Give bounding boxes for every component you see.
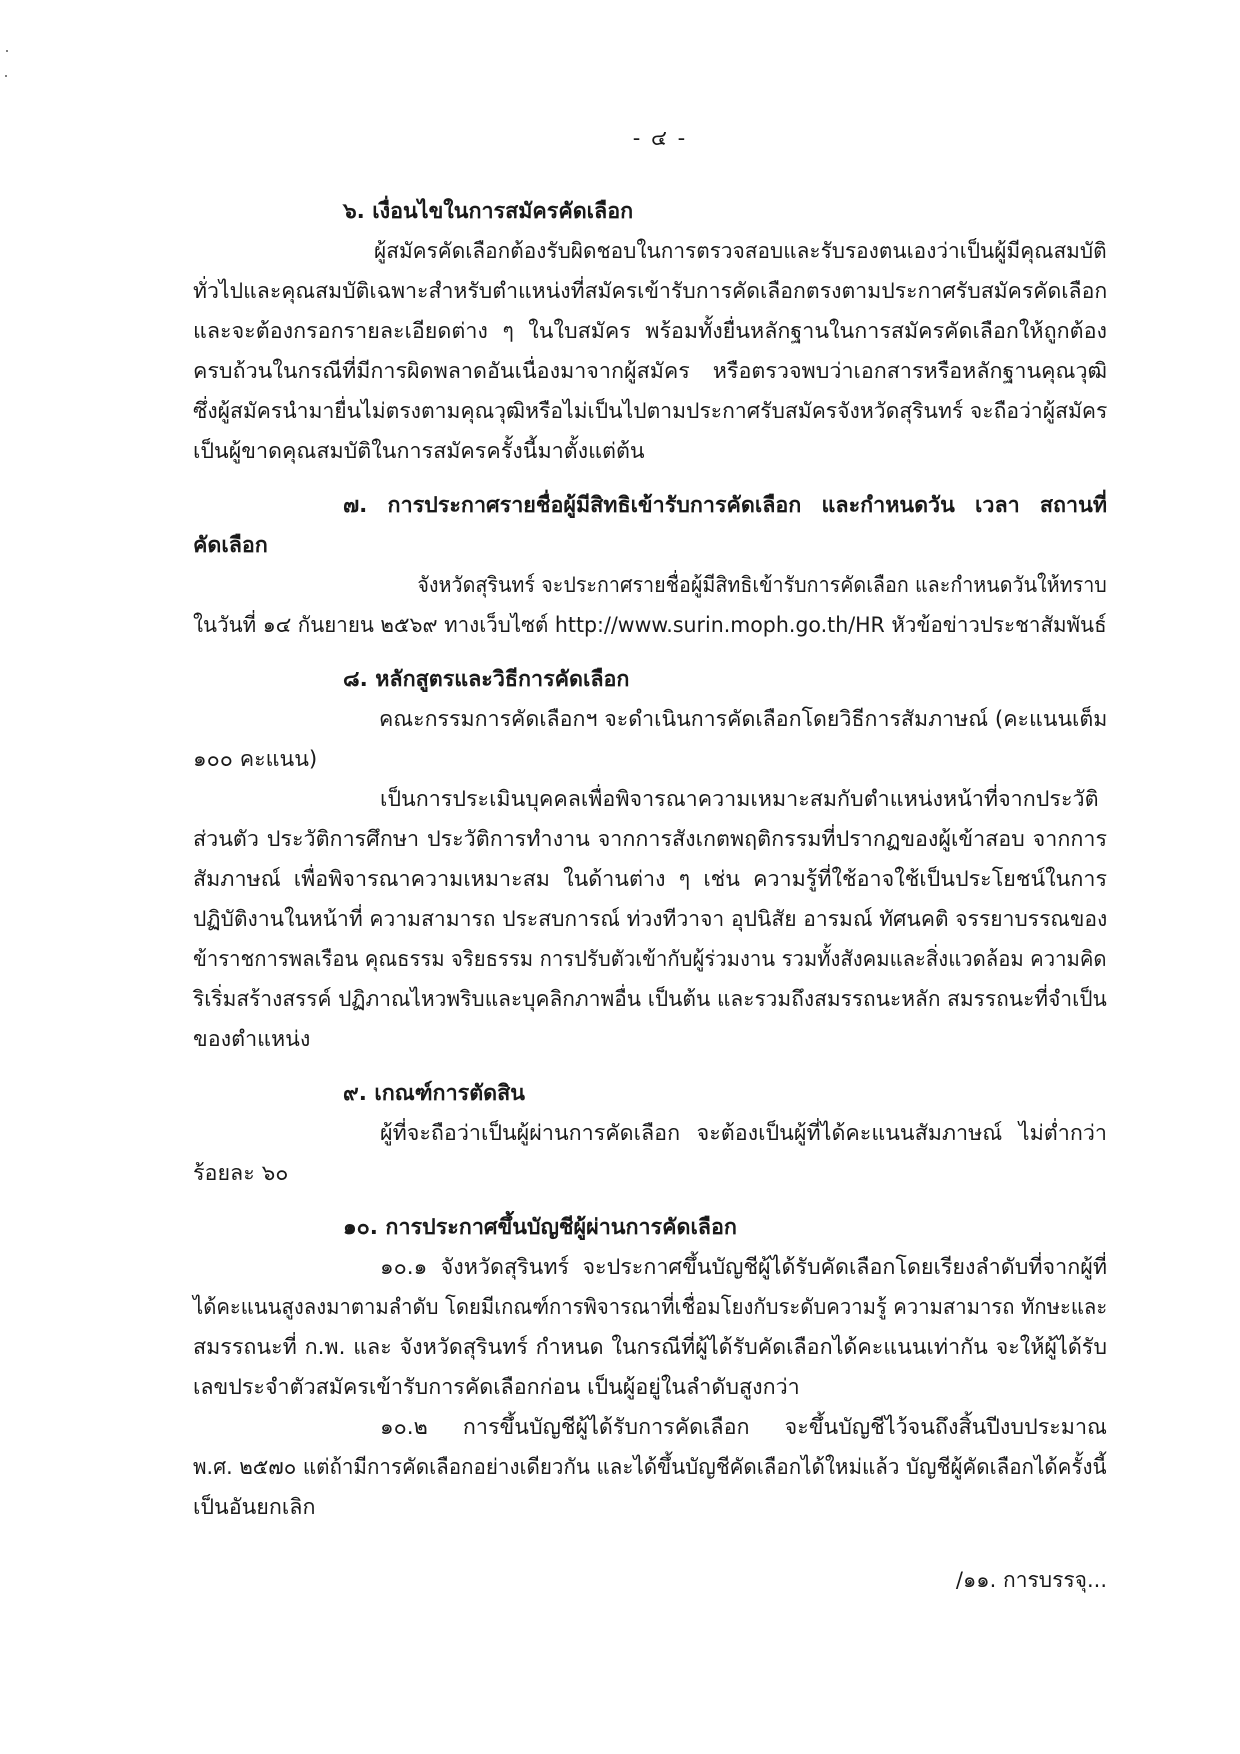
paragraph-line: ซึ่งผู้สมัครนำมายื่นไม่ตรงตามคุณวุฒิหรือไม่เป็นไปตามประกาศรับสมัครจังหวัดสุรินทร์ จะถือว่าผู้สมัคร (193, 399, 1108, 424)
paragraph-line: ได้คะแนนสูงลงมาตามลำดับ โดยมีเกณฑ์การพิจารณาที่เชื่อมโยงกับระดับความรู้ ความสามารถ ทักษะและ (193, 1295, 1108, 1320)
section-8-heading: ๘. หลักสูตรและวิธีการคัดเลือก (343, 667, 630, 692)
paragraph-line: ข้าราชการพลเรือน คุณธรรม จริยธรรม การปรับตัวเข้ากับผู้ร่วมงาน รวมทั้งสังคมและสิ่งแวดล้อม ความคิด (193, 947, 1107, 972)
paragraph-line: สัมภาษณ์ เพื่อพิจารณาความเหมาะสม ในด้านต่าง ๆ เช่น ความรู้ที่ใช้อาจใช้เป็นประโยชน์ในการ (193, 867, 1107, 892)
paragraph-line: ร้อยละ ๖๐ (193, 1161, 289, 1186)
paragraph-line: เป็นการประเมินบุคคลเพื่อพิจารณาความเหมาะสมกับตำแหน่งหน้าที่จากประวัติ (380, 787, 1099, 812)
paragraph-line: ริเริ่มสร้างสรรค์ ปฏิภาณไหวพริบและบุคลิกภาพอื่น เป็นต้น และรวมถึงสมรรถนะหลัก สมรรถนะที่จำเป็น (193, 987, 1107, 1012)
paragraph-line: ปฏิบัติงานในหน้าที่ ความสามารถ ประสบการณ์ ท่วงทีวาจา อุปนิสัย อารมณ์ ทัศนคติ จรรยาบรรณของ (193, 907, 1108, 932)
section-6-heading: ๖. เงื่อนไขในการสมัครคัดเลือก (343, 199, 634, 224)
paragraph-line: ทั่วไปและคุณสมบัติเฉพาะสำหรับตำแหน่งที่สมัครเข้ารับการคัดเลือกตรงตามประกาศรับสมัครคัดเลือก (193, 279, 1108, 304)
paragraph-line: ๑๐.๒ การขึ้นบัญชีผู้ได้รับการคัดเลือก จะขึ้นบัญชีไว้จนถึงสิ้นปีงบประมาณ (380, 1415, 1107, 1440)
paragraph-line: ๑๐.๑ จังหวัดสุรินทร์ จะประกาศขึ้นบัญชีผู้ได้รับคัดเลือกโดยเรียงลำดับที่จากผู้ที่ (380, 1255, 1107, 1280)
paragraph-line: ๑๐๐ คะแนน) (193, 747, 318, 772)
scan-speck (5, 75, 7, 77)
paragraph-line: ในวันที่ ๑๔ กันยายน ๒๕๖๙ ทางเว็บไซต์ http://www.surin.moph.go.th/HR หัวข้อข่าวประชาสัมพันธ์ (193, 613, 1107, 638)
scan-speck (6, 50, 8, 52)
continuation-marker: /๑๑. การบรรจุ... (955, 1568, 1107, 1592)
paragraph-line: คณะกรรมการคัดเลือกฯ จะดำเนินการคัดเลือกโดยวิธีการสัมภาษณ์ (คะแนนเต็ม (378, 707, 1108, 732)
paragraph-line: จังหวัดสุรินทร์ จะประกาศรายชื่อผู้มีสิทธิเข้ารับการคัดเลือก และกำหนดวันให้ทราบ (417, 573, 1107, 598)
section-7-heading-cont: คัดเลือก (193, 533, 268, 558)
paragraph-line: เลขประจำตัวสมัครเข้ารับการคัดเลือกก่อน เป็นผู้อยู่ในลำดับสูงกว่า (193, 1375, 800, 1400)
paragraph-line: ผู้ที่จะถือว่าเป็นผู้ผ่านการคัดเลือก จะต้องเป็นผู้ที่ได้คะแนนสัมภาษณ์ ไม่ต่ำกว่า (380, 1121, 1107, 1146)
section-10-heading: ๑๐. การประกาศขึ้นบัญชีผู้ผ่านการคัดเลือก (343, 1215, 737, 1240)
paragraph-line: ของตำแหน่ง (193, 1027, 311, 1052)
paragraph-line: ครบถ้วนในกรณีที่มีการผิดพลาดอันเนื่องมาจากผู้สมัคร หรือตรวจพบว่าเอกสารหรือหลักฐานคุณวุฒิ (193, 359, 1107, 384)
paragraph-line: เป็นผู้ขาดคุณสมบัติในการสมัครครั้งนี้มาตั้งแต่ต้น (193, 439, 645, 464)
paragraph-line: ผู้สมัครคัดเลือกต้องรับผิดชอบในการตรวจสอบและรับรองตนเองว่าเป็นผู้มีคุณสมบัติ (374, 239, 1107, 264)
document-body (193, 192, 1107, 1528)
paragraph-line: พ.ศ. ๒๕๗๐ แต่ถ้ามีการคัดเลือกอย่างเดียวกัน และได้ขึ้นบัญชีคัดเลือกได้ใหม่แล้ว บัญชีผู้คัดเลือกได้ครั้งนี้ (193, 1455, 1107, 1480)
paragraph-line: สมรรถนะที่ ก.พ. และ จังหวัดสุรินทร์ กำหนด ในกรณีที่ผู้ได้รับคัดเลือกได้คะแนนเท่ากัน จะให้ผู้ได้รับ (193, 1335, 1107, 1360)
paragraph-line: และจะต้องกรอกรายละเอียดต่าง ๆ ในใบสมัคร พร้อมทั้งยื่นหลักฐานในการสมัครคัดเลือกให้ถูกต้อง (193, 319, 1107, 344)
page-number: - ๔ - (632, 126, 688, 150)
paragraph-line: เป็นอันยกเลิก (193, 1495, 316, 1520)
paragraph-line: ส่วนตัว ประวัติการศึกษา ประวัติการทำงาน จากการสังเกตพฤติกรรมที่ปรากฏของผู้เข้าสอบ จากการ (193, 827, 1107, 852)
section-9-heading: ๙. เกณฑ์การตัดสิน (343, 1081, 525, 1106)
section-7-heading: ๗. การประกาศรายชื่อผู้มีสิทธิเข้ารับการคัดเลือก และกำหนดวัน เวลา สถานที่ (343, 493, 1107, 518)
